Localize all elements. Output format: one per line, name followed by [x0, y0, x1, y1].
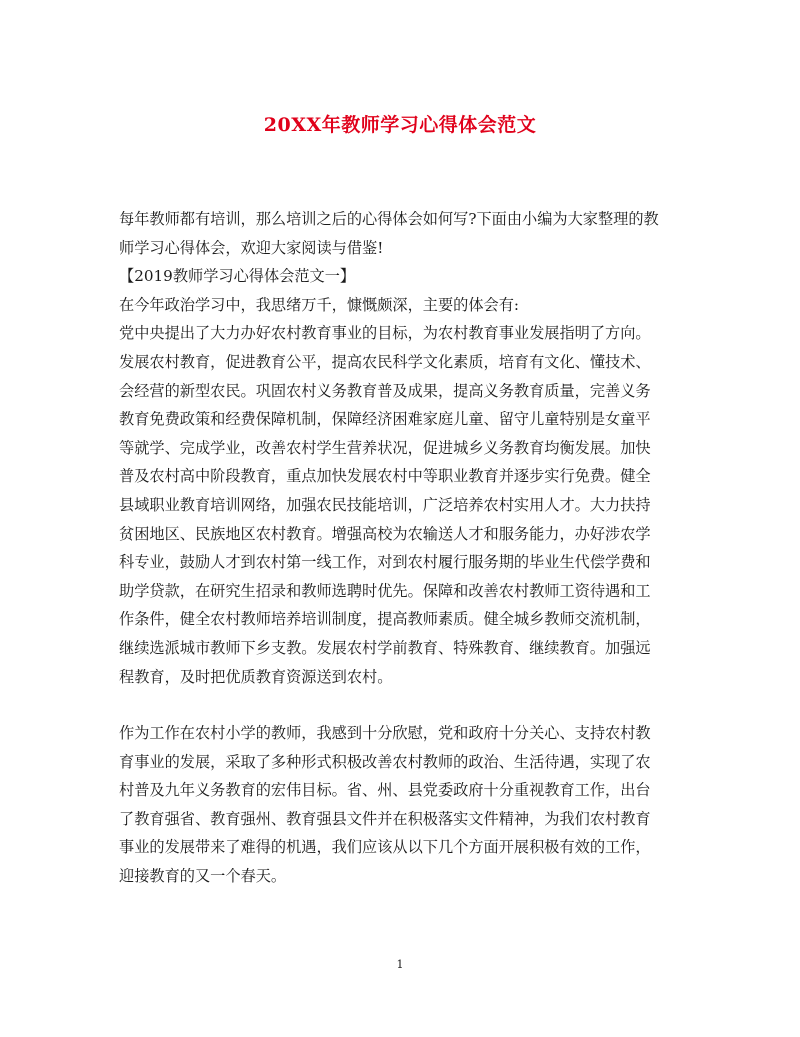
section-heading: 【2019教师学习心得体会范文一】 [119, 267, 356, 286]
document-body [119, 205, 684, 891]
intro-paragraph: 每年教师都有培训，那么培训之后的心得体会如何写?下面由小编为大家整理的教 师学习心得体会，欢迎大家阅读与借鉴! [119, 210, 659, 257]
page-number: 1 [396, 958, 404, 971]
paragraph-spacer [119, 691, 684, 719]
body-paragraph-1: 党中央提出了大力办好农村教育事业的目标，为农村教育事业发展指明了方向。 发展农村教育，促进教育公平，提高农民科学文化素质，培育有文化、懂技术、 会经营的新型农民。巩固农村义务教育普及成果，提高义务教育质量，完善义务 教育免费政策和经费保障机制，保障经济困难家庭儿童、留守儿童特别是女童平 等就学、完成学业，改善农村学生营养状况，促进城乡义务教育均衡发展。加快 普及农村高中阶段教育，重点加快发展农村中等职业教育并逐步实行免费。健全 县域职业教育培训网络，加强农民技能培训，广泛培养农村实用人才。大力扶持 贫困地区、民族地区农村教育。增强高校为农输送人才和服务能力，办好涉农学 科专业，鼓励人才到农村第一线工作，对到农村履行服务期的毕业生代偿学费和 助学贷款，在研究生招录和教师选聘时优先。保障和改善农村教师工资待遇和工 作条件，健全农村教师培养培训制度，提高教师素质。健全城乡教师交流机制， 继续选派城市教师下乡支教。发展农村学前教育、特殊教育、继续教育。加强远 程教育，及时把优质教育资源送到农村。 [119, 324, 651, 686]
opening-line: 在今年政治学习中，我思绪万千，慷慨颇深，主要的体会有: [119, 295, 519, 314]
body-paragraph-2: 作为工作在农村小学的教师，我感到十分欣慰，党和政府十分关心、支持农村教 育事业的发展，采取了多种形式积极改善农村教师的政治、生活待遇，实现了农 村普及九年义务教育的宏伟目标。省、州、县党委政府十分重视教育工作，出台 了教育强省、教育强州、教育强县文件并在积极落实文件精神，为我们农村教育 事业的发展带来了难得的机遇，我们应该从以下几个方面开展积极有效的工作， 迎接教育的又一个春天。 [119, 724, 651, 886]
page-title: 20XX年教师学习心得体会范文 [263, 114, 537, 136]
